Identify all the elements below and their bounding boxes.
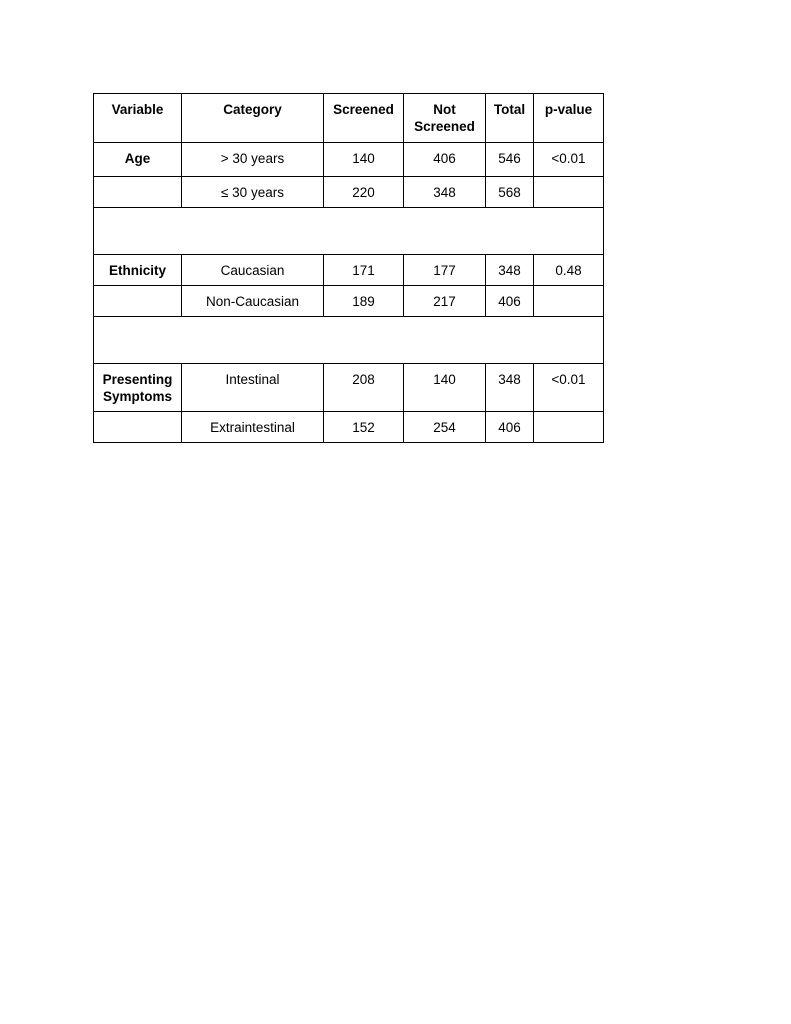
total-cell: 348 [486, 364, 534, 412]
variable-cell: Ethnicity [94, 255, 182, 286]
p-value-cell: <0.01 [534, 143, 604, 177]
not-screened-cell: 217 [404, 286, 486, 317]
category-cell: > 30 years [182, 143, 324, 177]
header-not-screened-line2: Screened [414, 119, 475, 134]
category-cell: Intestinal [182, 364, 324, 412]
p-value-cell [534, 412, 604, 443]
not-screened-cell: 348 [404, 177, 486, 208]
screening-table [93, 93, 604, 443]
header-not-screened [404, 94, 486, 143]
total-cell: 348 [486, 255, 534, 286]
variable-line2: Symptoms [102, 389, 173, 404]
header-variable: Variable [94, 94, 182, 143]
table-row [94, 255, 604, 286]
variable-cell: Age [94, 143, 182, 177]
screened-cell: 140 [324, 143, 404, 177]
not-screened-cell: 140 [404, 364, 486, 412]
header-p-value: p-value [534, 94, 604, 143]
data-table-container [93, 93, 604, 443]
header-not-screened-line1: Not [433, 102, 456, 117]
total-cell: 406 [486, 412, 534, 443]
header-category: Category [182, 94, 324, 143]
spacer-cell [94, 317, 604, 364]
category-cell: Extraintestinal [182, 412, 324, 443]
variable-cell [94, 412, 182, 443]
variable-line1: Presenting [102, 372, 173, 387]
not-screened-cell: 254 [404, 412, 486, 443]
table-row [94, 143, 604, 177]
total-cell: 546 [486, 143, 534, 177]
p-value-cell: <0.01 [534, 364, 604, 412]
table-row [94, 364, 604, 412]
category-cell: Non-Caucasian [182, 286, 324, 317]
variable-cell [94, 177, 182, 208]
table-row [94, 177, 604, 208]
screened-cell: 220 [324, 177, 404, 208]
header-row [94, 94, 604, 143]
variable-cell [94, 364, 182, 412]
screened-cell: 208 [324, 364, 404, 412]
header-total: Total [486, 94, 534, 143]
not-screened-cell: 177 [404, 255, 486, 286]
p-value-cell [534, 177, 604, 208]
p-value-cell [534, 286, 604, 317]
p-value-cell: 0.48 [534, 255, 604, 286]
header-screened: Screened [324, 94, 404, 143]
not-screened-cell: 406 [404, 143, 486, 177]
category-cell: ≤ 30 years [182, 177, 324, 208]
spacer-row [94, 317, 604, 364]
screened-cell: 152 [324, 412, 404, 443]
screened-cell: 171 [324, 255, 404, 286]
total-cell: 568 [486, 177, 534, 208]
total-cell: 406 [486, 286, 534, 317]
table-row [94, 412, 604, 443]
screened-cell: 189 [324, 286, 404, 317]
category-cell: Caucasian [182, 255, 324, 286]
variable-cell [94, 286, 182, 317]
spacer-row [94, 208, 604, 255]
spacer-cell [94, 208, 604, 255]
table-row [94, 286, 604, 317]
